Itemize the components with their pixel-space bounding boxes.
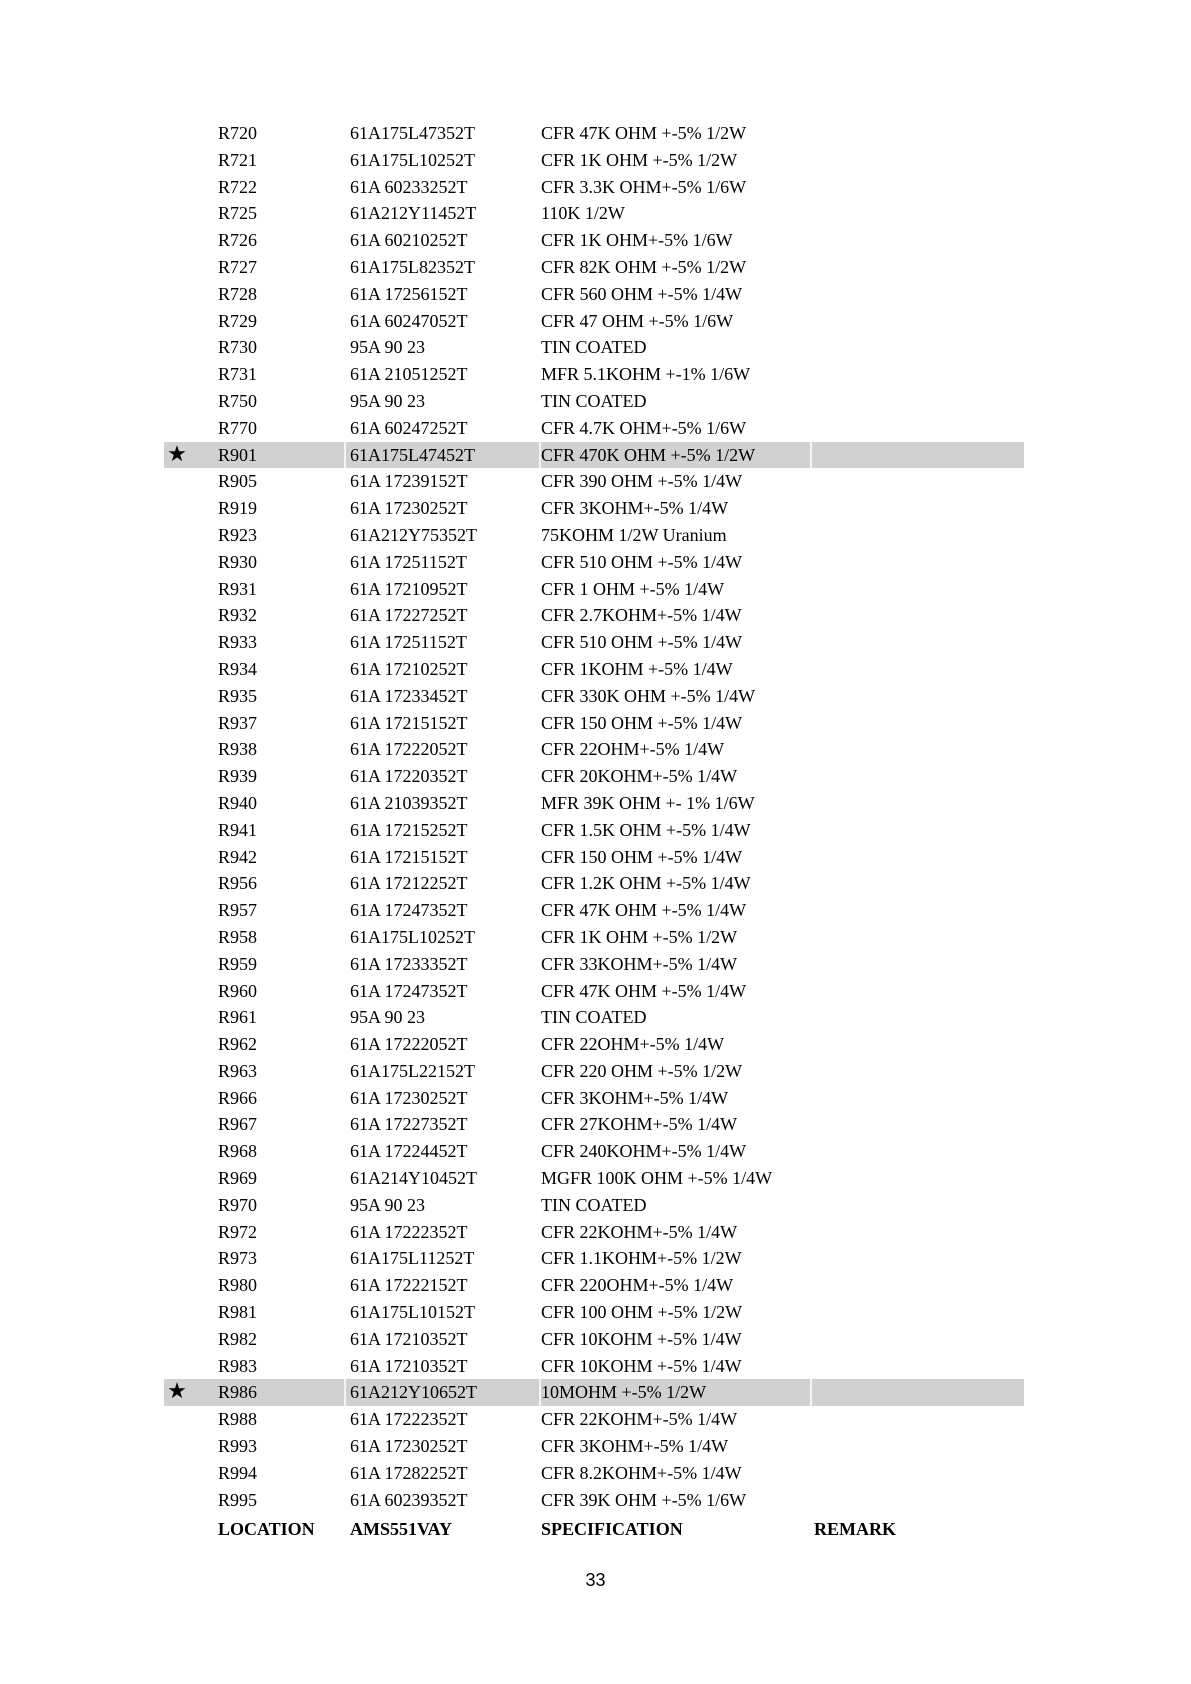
specification-cell: CFR 8.2KOHM+-5% 1/4W bbox=[541, 1462, 742, 1483]
star-marker: ★ bbox=[167, 1379, 187, 1405]
specification-cell: CFR 3KOHM+-5% 1/4W bbox=[541, 498, 729, 519]
specification-cell: CFR 22KOHM+-5% 1/4W bbox=[541, 1409, 738, 1430]
part-number-cell: 61A175L82352T bbox=[350, 256, 475, 277]
table-row bbox=[164, 1058, 1024, 1085]
part-number-cell: 61A 17251152T bbox=[350, 551, 467, 572]
specification-cell: CFR 390 OHM +-5% 1/4W bbox=[541, 471, 743, 492]
specification-cell: MFR 39K OHM +- 1% 1/6W bbox=[541, 792, 755, 813]
table-row bbox=[164, 1326, 1024, 1353]
table-row bbox=[164, 1299, 1024, 1326]
part-number-cell: 61A175L10152T bbox=[350, 1302, 475, 1323]
location-cell: R721 bbox=[218, 149, 258, 170]
specification-cell: CFR 10KOHM +-5% 1/4W bbox=[541, 1328, 742, 1349]
location-cell: R959 bbox=[218, 953, 258, 974]
location-cell: R956 bbox=[218, 873, 258, 894]
location-cell: R941 bbox=[218, 819, 258, 840]
table-row bbox=[164, 227, 1024, 254]
part-number-cell: 61A 17239152T bbox=[350, 471, 468, 492]
location-cell: R919 bbox=[218, 498, 258, 519]
specification-cell: CFR 1.5K OHM +-5% 1/4W bbox=[541, 819, 751, 840]
specification-cell: CFR 510 OHM +-5% 1/4W bbox=[541, 632, 743, 653]
specification-cell: CFR 100 OHM +-5% 1/2W bbox=[541, 1302, 743, 1323]
table-row bbox=[164, 602, 1024, 629]
part-number-cell: 61A 17230252T bbox=[350, 498, 468, 519]
specification-cell: TIN COATED bbox=[541, 1007, 647, 1028]
specification-cell: CFR 220 OHM +-5% 1/2W bbox=[541, 1060, 743, 1081]
specification-cell: CFR 240KOHM+-5% 1/4W bbox=[541, 1141, 747, 1162]
location-cell: R966 bbox=[218, 1087, 258, 1108]
location-cell: R993 bbox=[218, 1436, 258, 1457]
table-row bbox=[164, 1138, 1024, 1165]
location-cell: R901 bbox=[218, 444, 258, 465]
specification-cell: CFR 27KOHM+-5% 1/4W bbox=[541, 1114, 738, 1135]
specification-cell: CFR 1K OHM+-5% 1/6W bbox=[541, 230, 733, 251]
table-row bbox=[164, 442, 1024, 469]
specification-cell: CFR 1K OHM +-5% 1/2W bbox=[541, 149, 738, 170]
specification-cell: CFR 2.7KOHM+-5% 1/4W bbox=[541, 605, 742, 626]
specification-cell: CFR 4.7K OHM+-5% 1/6W bbox=[541, 417, 747, 438]
part-number-cell: 61A 17222352T bbox=[350, 1221, 468, 1242]
table-row bbox=[164, 629, 1024, 656]
location-cell: R942 bbox=[218, 846, 258, 867]
table-row bbox=[164, 468, 1024, 495]
part-number-cell: 61A214Y10452T bbox=[350, 1168, 477, 1189]
location-cell: R932 bbox=[218, 605, 258, 626]
part-number-cell: 95A 90 23 bbox=[350, 390, 426, 411]
specification-cell: CFR 1K OHM +-5% 1/2W bbox=[541, 926, 738, 947]
table-row bbox=[164, 1379, 1024, 1406]
table-row bbox=[164, 254, 1024, 281]
location-cell: R722 bbox=[218, 176, 258, 197]
specification-cell: CFR 1.2K OHM +-5% 1/4W bbox=[541, 873, 751, 894]
cell-separator bbox=[539, 442, 541, 469]
specification-cell: CFR 330K OHM +-5% 1/4W bbox=[541, 685, 756, 706]
specification-cell: MFR 5.1KOHM +-1% 1/6W bbox=[541, 364, 751, 385]
table-row bbox=[164, 1165, 1024, 1192]
part-number-cell: 61A 17215152T bbox=[350, 846, 468, 867]
header-specification: SPECIFICATION bbox=[541, 1519, 683, 1539]
location-cell: R983 bbox=[218, 1355, 258, 1376]
location-cell: R988 bbox=[218, 1409, 258, 1430]
specification-cell: CFR 47K OHM +-5% 1/4W bbox=[541, 980, 747, 1001]
table-row bbox=[164, 308, 1024, 335]
part-number-cell: 61A175L22152T bbox=[350, 1060, 475, 1081]
table-row bbox=[164, 1406, 1024, 1433]
specification-cell: 110K 1/2W bbox=[541, 203, 625, 224]
header-location: LOCATION bbox=[218, 1519, 315, 1539]
location-cell: R726 bbox=[218, 230, 258, 251]
table-row bbox=[164, 495, 1024, 522]
location-cell: R933 bbox=[218, 632, 258, 653]
location-cell: R750 bbox=[218, 390, 258, 411]
part-number-cell: 61A 17222052T bbox=[350, 739, 468, 760]
specification-cell: CFR 33KOHM+-5% 1/4W bbox=[541, 953, 738, 974]
specification-cell: CFR 150 OHM +-5% 1/4W bbox=[541, 712, 743, 733]
part-number-cell: 61A 17210352T bbox=[350, 1355, 468, 1376]
table-row bbox=[164, 361, 1024, 388]
location-cell: R995 bbox=[218, 1489, 258, 1510]
table-row bbox=[164, 1353, 1024, 1380]
part-number-cell: 61A 17222352T bbox=[350, 1409, 468, 1430]
specification-cell: CFR 47K OHM +-5% 1/4W bbox=[541, 900, 747, 921]
part-number-cell: 61A 60239352T bbox=[350, 1489, 468, 1510]
location-cell: R770 bbox=[218, 417, 258, 438]
part-number-cell: 61A 60210252T bbox=[350, 230, 468, 251]
table-row bbox=[164, 576, 1024, 603]
table-row bbox=[164, 817, 1024, 844]
location-cell: R970 bbox=[218, 1194, 258, 1215]
table-row bbox=[164, 1272, 1024, 1299]
table-row bbox=[164, 1004, 1024, 1031]
location-cell: R729 bbox=[218, 310, 258, 331]
part-number-cell: 61A 17227352T bbox=[350, 1114, 468, 1135]
part-number-cell: 95A 90 23 bbox=[350, 1194, 426, 1215]
part-number-cell: 61A212Y10652T bbox=[350, 1382, 477, 1403]
part-number-cell: 61A 21039352T bbox=[350, 792, 468, 813]
specification-cell: CFR 150 OHM +-5% 1/4W bbox=[541, 846, 743, 867]
part-number-cell: 61A 17230252T bbox=[350, 1436, 468, 1457]
location-cell: R939 bbox=[218, 766, 258, 787]
location-cell: R728 bbox=[218, 283, 258, 304]
table-row bbox=[164, 174, 1024, 201]
specification-cell: CFR 1 OHM +-5% 1/4W bbox=[541, 578, 725, 599]
location-cell: R994 bbox=[218, 1462, 258, 1483]
location-cell: R727 bbox=[218, 256, 258, 277]
table-row bbox=[164, 334, 1024, 361]
specification-cell: CFR 3KOHM+-5% 1/4W bbox=[541, 1436, 729, 1457]
part-number-cell: 61A 60247252T bbox=[350, 417, 468, 438]
location-cell: R905 bbox=[218, 471, 258, 492]
part-number-cell: 61A212Y11452T bbox=[350, 203, 477, 224]
specification-cell: 10MOHM +-5% 1/2W bbox=[541, 1382, 707, 1403]
part-number-cell: 61A175L10252T bbox=[350, 926, 475, 947]
location-cell: R963 bbox=[218, 1060, 258, 1081]
table-row bbox=[164, 870, 1024, 897]
part-number-cell: 61A 17256152T bbox=[350, 283, 468, 304]
specification-cell: CFR 39K OHM +-5% 1/6W bbox=[541, 1489, 747, 1510]
part-number-cell: 61A 17210252T bbox=[350, 658, 468, 679]
specification-cell: TIN COATED bbox=[541, 390, 647, 411]
part-number-cell: 61A 17210952T bbox=[350, 578, 468, 599]
cell-separator bbox=[344, 442, 346, 469]
table-row bbox=[164, 1460, 1024, 1487]
specification-cell: CFR 22OHM+-5% 1/4W bbox=[541, 1034, 725, 1055]
table-row bbox=[164, 388, 1024, 415]
cell-separator bbox=[810, 442, 812, 469]
table-row bbox=[164, 1031, 1024, 1058]
part-number-cell: 61A 17233452T bbox=[350, 685, 468, 706]
page-number: 33 bbox=[585, 1570, 606, 1590]
specification-cell: CFR 220OHM+-5% 1/4W bbox=[541, 1275, 734, 1296]
part-number-cell: 95A 90 23 bbox=[350, 1007, 426, 1028]
cell-separator bbox=[810, 1379, 812, 1406]
part-number-cell: 61A175L10252T bbox=[350, 149, 475, 170]
part-number-cell: 61A 17282252T bbox=[350, 1462, 468, 1483]
specification-cell: 75KOHM 1/2W Uranium bbox=[541, 524, 727, 545]
table-row bbox=[164, 1219, 1024, 1246]
table-row bbox=[164, 120, 1024, 147]
location-cell: R720 bbox=[218, 123, 258, 143]
table-row bbox=[164, 415, 1024, 442]
location-cell: R931 bbox=[218, 578, 258, 599]
part-number-cell: 61A 17247352T bbox=[350, 980, 468, 1001]
part-number-cell: 61A 17224452T bbox=[350, 1141, 468, 1162]
location-cell: R982 bbox=[218, 1328, 258, 1349]
specification-cell: CFR 10KOHM +-5% 1/4W bbox=[541, 1355, 742, 1376]
part-number-cell: 61A 21051252T bbox=[350, 364, 468, 385]
parts-list bbox=[164, 120, 1024, 1513]
table-row bbox=[164, 978, 1024, 1005]
table-row bbox=[164, 683, 1024, 710]
part-number-cell: 61A 17227252T bbox=[350, 605, 468, 626]
specification-cell: CFR 22KOHM+-5% 1/4W bbox=[541, 1221, 738, 1242]
table-row bbox=[164, 281, 1024, 308]
specification-cell: CFR 22OHM+-5% 1/4W bbox=[541, 739, 725, 760]
table-row bbox=[164, 656, 1024, 683]
table-row bbox=[164, 924, 1024, 951]
table-row bbox=[164, 1111, 1024, 1138]
header-remark: REMARK bbox=[814, 1519, 896, 1539]
table-row bbox=[164, 549, 1024, 576]
location-cell: R725 bbox=[218, 203, 258, 224]
part-number-cell: 61A 17233352T bbox=[350, 953, 468, 974]
location-cell: R937 bbox=[218, 712, 258, 733]
specification-cell: CFR 47K OHM +-5% 1/2W bbox=[541, 123, 747, 143]
part-number-cell: 61A175L11252T bbox=[350, 1248, 475, 1269]
part-number-cell: 61A 17215152T bbox=[350, 712, 468, 733]
location-cell: R969 bbox=[218, 1168, 258, 1189]
specification-cell: CFR 560 OHM +-5% 1/4W bbox=[541, 283, 743, 304]
location-cell: R940 bbox=[218, 792, 258, 813]
location-cell: R731 bbox=[218, 364, 258, 385]
location-cell: R980 bbox=[218, 1275, 258, 1296]
cell-separator bbox=[539, 1379, 541, 1406]
specification-cell: CFR 3.3K OHM+-5% 1/6W bbox=[541, 176, 747, 197]
cell-separator bbox=[344, 1379, 346, 1406]
specification-cell: CFR 510 OHM +-5% 1/4W bbox=[541, 551, 743, 572]
specification-cell: CFR 1KOHM +-5% 1/4W bbox=[541, 658, 733, 679]
location-cell: R923 bbox=[218, 524, 258, 545]
part-number-cell: 61A175L47352T bbox=[350, 123, 475, 143]
part-number-cell: 61A212Y75352T bbox=[350, 524, 477, 545]
location-cell: R962 bbox=[218, 1034, 258, 1055]
specification-cell: CFR 47 OHM +-5% 1/6W bbox=[541, 310, 734, 331]
header-model: AMS551VAY bbox=[350, 1519, 453, 1539]
location-cell: R958 bbox=[218, 926, 258, 947]
part-number-cell: 61A 17222052T bbox=[350, 1034, 468, 1055]
table-row bbox=[164, 790, 1024, 817]
location-cell: R938 bbox=[218, 739, 258, 760]
part-number-cell: 61A 17247352T bbox=[350, 900, 468, 921]
table-row bbox=[164, 522, 1024, 549]
specification-cell: CFR 3KOHM+-5% 1/4W bbox=[541, 1087, 729, 1108]
table-row bbox=[164, 844, 1024, 871]
table-row bbox=[164, 736, 1024, 763]
part-number-cell: 61A 60247052T bbox=[350, 310, 468, 331]
table-row bbox=[164, 1245, 1024, 1272]
location-cell: R961 bbox=[218, 1007, 258, 1028]
location-cell: R986 bbox=[218, 1382, 258, 1403]
column-header-row bbox=[164, 1515, 1024, 1543]
location-cell: R957 bbox=[218, 900, 258, 921]
location-cell: R934 bbox=[218, 658, 258, 679]
part-number-cell: 61A 60233252T bbox=[350, 176, 468, 197]
location-cell: R960 bbox=[218, 980, 258, 1001]
part-number-cell: 95A 90 23 bbox=[350, 337, 426, 358]
location-cell: R973 bbox=[218, 1248, 258, 1269]
location-cell: R972 bbox=[218, 1221, 258, 1242]
table-row bbox=[164, 1433, 1024, 1460]
table-row bbox=[164, 1085, 1024, 1112]
location-cell: R935 bbox=[218, 685, 258, 706]
table-row bbox=[164, 897, 1024, 924]
specification-cell: MGFR 100K OHM +-5% 1/4W bbox=[541, 1168, 773, 1189]
table-row bbox=[164, 200, 1024, 227]
location-cell: R930 bbox=[218, 551, 258, 572]
specification-cell: CFR 82K OHM +-5% 1/2W bbox=[541, 256, 747, 277]
part-number-cell: 61A 17220352T bbox=[350, 766, 468, 787]
star-marker: ★ bbox=[167, 441, 187, 467]
part-number-cell: 61A 17212252T bbox=[350, 873, 468, 894]
part-number-cell: 61A 17215252T bbox=[350, 819, 468, 840]
part-number-cell: 61A 17251152T bbox=[350, 632, 467, 653]
part-number-cell: 61A 17222152T bbox=[350, 1275, 468, 1296]
specification-cell: TIN COATED bbox=[541, 337, 647, 358]
table-row bbox=[164, 710, 1024, 737]
part-number-cell: 61A 17230252T bbox=[350, 1087, 468, 1108]
part-number-cell: 61A175L47452T bbox=[350, 444, 475, 465]
specification-cell: CFR 470K OHM +-5% 1/2W bbox=[541, 444, 756, 465]
table-row bbox=[164, 147, 1024, 174]
location-cell: R981 bbox=[218, 1302, 258, 1323]
specification-cell: CFR 20KOHM+-5% 1/4W bbox=[541, 766, 738, 787]
table-row bbox=[164, 763, 1024, 790]
table-row bbox=[164, 1487, 1024, 1514]
specification-cell: CFR 1.1KOHM+-5% 1/2W bbox=[541, 1248, 742, 1269]
specification-cell: TIN COATED bbox=[541, 1194, 647, 1215]
location-cell: R967 bbox=[218, 1114, 258, 1135]
location-cell: R730 bbox=[218, 337, 258, 358]
location-cell: R968 bbox=[218, 1141, 258, 1162]
table-row bbox=[164, 1192, 1024, 1219]
table-row bbox=[164, 951, 1024, 978]
part-number-cell: 61A 17210352T bbox=[350, 1328, 468, 1349]
